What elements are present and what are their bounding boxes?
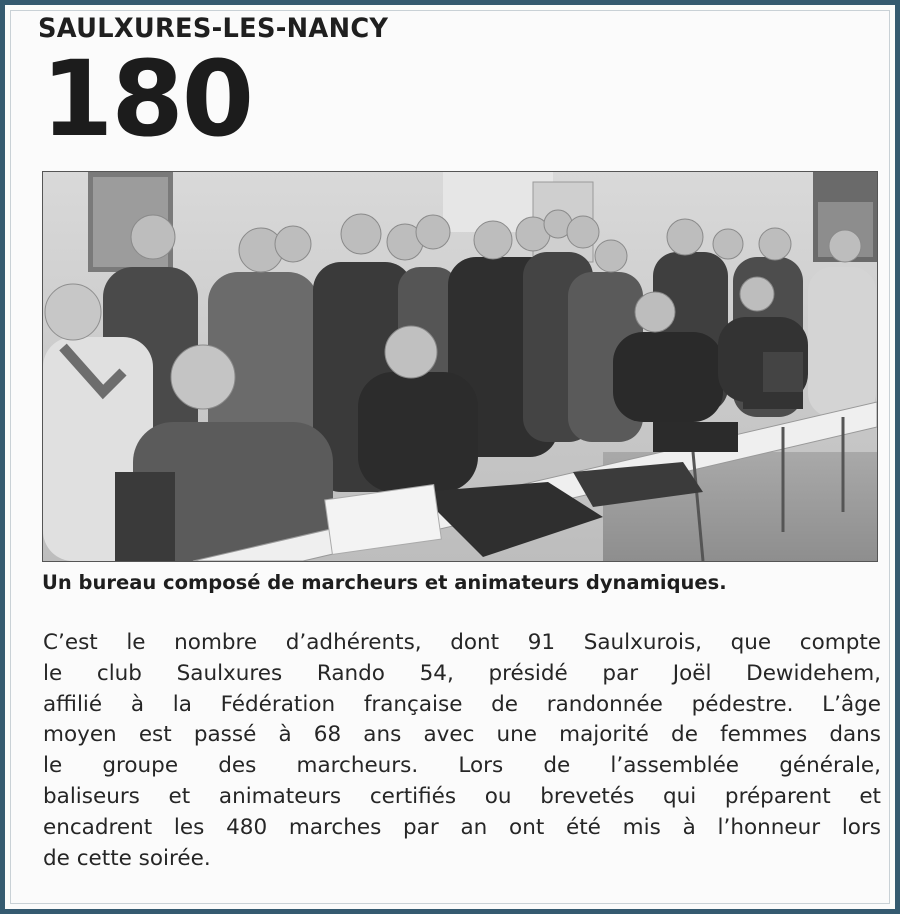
group-photo-illustration (43, 172, 877, 561)
article-line: baliseurs et animateurs certifiés ou brevetés qui préparent et (43, 783, 881, 809)
article-line: le club Saulxures Rando 54, présidé par Joël Dewidehem, (43, 660, 881, 686)
photo-caption: Un bureau composé de marcheurs et animateurs dynamiques. (42, 571, 727, 594)
group-photo (42, 171, 878, 562)
article-line: affilié à la Fédération française de randonnée pédestre. L’âge (43, 691, 881, 717)
article-line: le groupe des marcheurs. Lors de l’assemblée générale, (43, 753, 881, 779)
article-line: moyen est passé à 68 ans avec une majorité de femmes dans (43, 722, 881, 748)
locality-heading: SAULXURES-LES-NANCY (38, 13, 389, 44)
article-line: de cette soirée. (43, 845, 211, 871)
article-body (43, 628, 881, 874)
headline-number: 180 (41, 38, 253, 160)
article-line: encadrent les 480 marches par an ont été mis à l’honneur lors (43, 814, 881, 840)
article-line: C’est le nombre d’adhérents, dont 91 Saulxurois, que compte (43, 630, 881, 655)
